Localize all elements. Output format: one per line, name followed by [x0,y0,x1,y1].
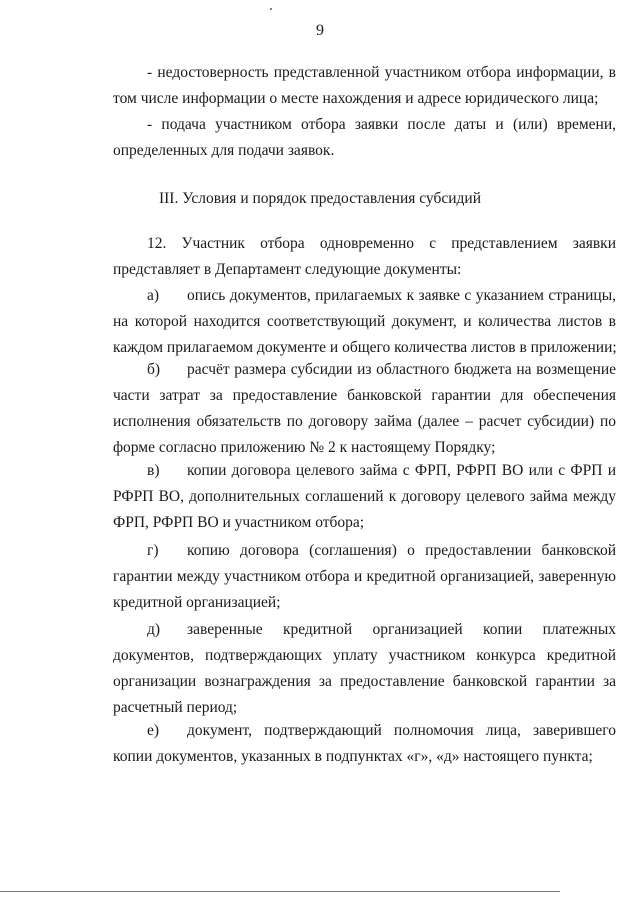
section-heading: III. Условия и порядок предоставления субсидий [158,190,481,207]
text-line: организации вознаграждения за предоставление банковской гарантии за [113,673,616,690]
item-marker: в) [147,462,160,479]
text-line: на которой находится соответствующий документ, и количества листов в [113,313,616,330]
text-line: определенных для подачи заявок. [113,142,335,159]
list-item-g [113,538,616,616]
text-line: РФРП ВО, дополнительных соглашений к договору целевого займа между [113,488,616,505]
text-line: части затрат за предоставление банковской гарантии для обеспечения [113,387,616,404]
list-item-b [113,357,616,461]
text-line: форме согласно приложению № 2 к настоящему Порядку; [113,439,496,456]
text-line: копии документов, указанных в подпунктах «г», «д» настоящего пункта; [113,748,593,765]
text-line: - подача участником отбора заявки после даты и (или) времени, [147,116,616,133]
text-line: каждом прилагаемом документе и общего количества листов в приложении; [113,339,617,356]
text-line: расчетный период; [113,699,238,716]
text-line: опись документов, прилагаемых к заявке с указанием страницы, [187,287,616,304]
text-line: кредитной организацией; [113,594,281,611]
text-line: заверенные кредитной организацией копии платежных [187,621,616,638]
text-line: расчёт размера субсидии из областного бюджета на возмещение [187,361,616,378]
item-marker: е) [147,722,160,739]
text-line: документов, подтверждающих уплату участником конкурса кредитной [113,647,616,664]
text-line: том числе информации о месте нахождения и адресе юридического лица; [113,90,599,107]
text-line: 12. Участник отбора одновременно с представлением заявки [147,235,616,252]
text-line: исполнения обязательств по договору займа (далее – расчет субсидии) по [113,413,616,430]
paragraph-unreliable-info [113,60,616,112]
item-marker: д) [147,621,161,638]
list-item-d [113,617,616,721]
text-line: представляет в Департамент следующие документы: [113,261,462,278]
text-line: - недостоверность представленной участником отбора информации, в [147,64,616,81]
text-line: документ, подтверждающий полномочия лица, заверившего [187,722,616,739]
item-marker: г) [147,542,159,559]
scan-speck [270,8,272,10]
text-line: гарантии между участником отбора и кредитной организацией, заверенную [113,568,616,585]
clause-12 [113,231,616,283]
paragraph-late-submission [113,112,616,164]
list-item-v [113,458,616,536]
list-item-a [113,283,616,361]
item-marker: а) [147,287,160,304]
text-line: ФРП, РФРП ВО и участником отбора; [113,514,365,531]
list-item-e [113,718,616,770]
text-line: копию договора (соглашения) о предоставлении банковской [187,542,616,559]
page-number: 9 [316,22,324,39]
text-line: копии договора целевого займа с ФРП, РФРП ВО или с ФРП и [187,462,616,479]
item-marker: б) [147,361,161,378]
page-bottom-rule [0,891,560,892]
